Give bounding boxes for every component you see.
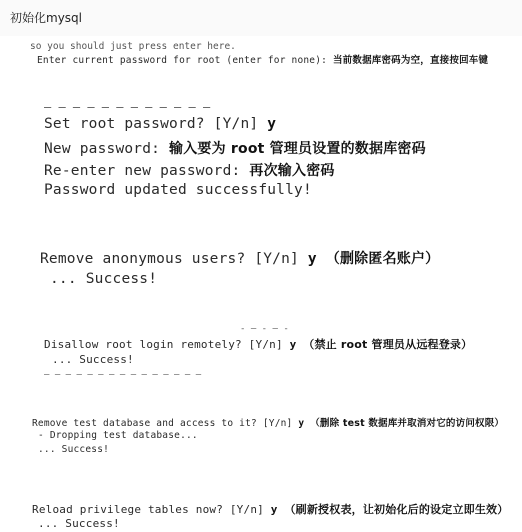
cut-off-line: - — - — - xyxy=(240,324,289,334)
success-line: ... Success! xyxy=(50,271,158,287)
password-updated-line: Password updated successfully! xyxy=(44,182,312,198)
prompt-text: Disallow root login remotely? [Y/n] xyxy=(44,338,283,351)
annotation-note: （禁止 root 管理员从远程登录） xyxy=(303,338,473,351)
disallow-root-line xyxy=(44,336,472,352)
prompt-text: Enter current password for root (enter for none): xyxy=(37,55,328,66)
terminal-block-remote-login xyxy=(0,324,522,380)
cut-off-line: — — — — — — — — — — — — — — — xyxy=(44,370,202,380)
prompt-text: New password: xyxy=(44,141,161,157)
dropping-line: - Dropping test database... xyxy=(38,430,198,441)
terminal-block-test-database xyxy=(0,410,522,464)
cut-off-line: — — — — — — — — — — — — xyxy=(44,100,211,114)
prompt-text: Re-enter new password: xyxy=(44,163,241,179)
terminal-block-reload-privileges xyxy=(0,496,522,532)
reenter-password-line xyxy=(44,160,335,180)
answer-text: y xyxy=(270,503,278,516)
new-password-line xyxy=(44,138,426,158)
success-line: ... Success! xyxy=(38,517,120,530)
success-line: ... Success! xyxy=(38,444,110,455)
annotation-note: 当前数据库密码为空，直接按回车键 xyxy=(332,55,489,66)
annotation-note: （删除 test 数据库并取消对它的访问权限） xyxy=(310,418,505,429)
terminal-block-anonymous-users xyxy=(0,238,522,298)
window-title: 初始化mysql xyxy=(10,11,82,25)
terminal-block-set-password xyxy=(0,100,522,208)
prompt-text: Reload privilege tables now? [Y/n] xyxy=(32,503,264,516)
remove-anonymous-line xyxy=(40,248,439,268)
annotation-note: 输入要为 root 管理员设置的数据库密码 xyxy=(169,141,426,157)
annotation-note: （删除匿名账户） xyxy=(325,251,440,267)
answer-text: y xyxy=(298,418,305,429)
reload-privilege-line xyxy=(32,501,508,517)
annotation-note: （刷新授权表，让初始化后的设定立即生效） xyxy=(284,503,509,516)
current-password-prompt xyxy=(37,52,488,66)
prompt-text: Remove anonymous users? [Y/n] xyxy=(40,251,299,267)
success-line: ... Success! xyxy=(52,353,134,366)
answer-text: y xyxy=(289,338,297,351)
prompt-text: Remove test database and access to it? [Y/n] xyxy=(32,418,293,429)
set-root-password-line xyxy=(44,116,276,132)
answer-text: y xyxy=(307,251,317,267)
answer-text: y xyxy=(267,116,277,132)
terminal-block-current-password xyxy=(0,36,522,76)
cut-off-line: so you should just press enter here. xyxy=(30,41,236,52)
annotation-note: 再次输入密码 xyxy=(249,163,335,179)
prompt-text: Set root password? [Y/n] xyxy=(44,116,259,132)
remove-test-db-line xyxy=(32,415,504,429)
